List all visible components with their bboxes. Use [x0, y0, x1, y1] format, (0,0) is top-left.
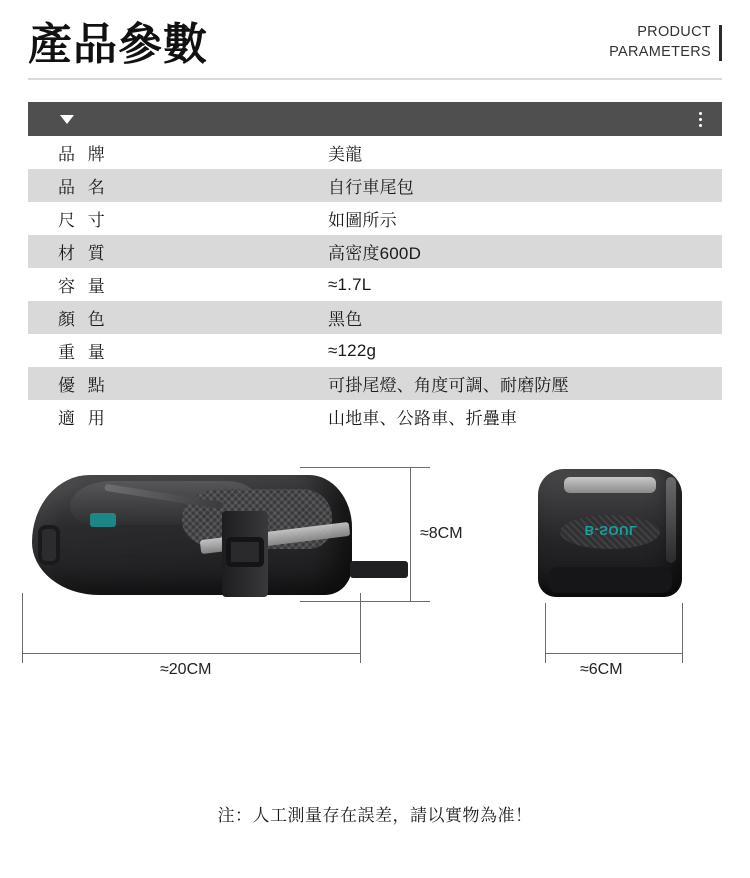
spec-key: 材 質 [58, 244, 109, 264]
measure-arrow-width [545, 653, 683, 654]
buckle-icon [226, 537, 264, 567]
table-row [28, 235, 722, 268]
page-header [0, 0, 750, 78]
table-row [28, 334, 722, 367]
strap-tail [350, 561, 408, 578]
caret-down-icon [60, 115, 74, 124]
table-row [28, 400, 722, 433]
header-divider-bar [719, 25, 722, 61]
spec-value: ≈1.7L [328, 274, 372, 294]
measure-label-length: ≈20CM [160, 661, 212, 679]
reflective-strip-top [564, 477, 656, 493]
bag-bottom-panel [548, 567, 672, 593]
spec-key: 容 量 [58, 277, 109, 297]
spec-value: 自行車尾包 [328, 178, 414, 198]
table-row [28, 136, 722, 169]
spec-key: 品 牌 [58, 145, 109, 165]
brand-logo-text: B-SOUL [584, 523, 638, 539]
spec-table [28, 102, 722, 433]
bag-side-illustration [32, 475, 352, 595]
spec-table-header [28, 102, 722, 136]
spec-key: 顏 色 [58, 310, 109, 330]
page-title: 產品參數 [28, 20, 208, 69]
spec-value: 高密度600D [328, 244, 422, 264]
brand-badge [90, 513, 116, 527]
spec-value: 美龍 [328, 145, 363, 165]
zipper-icon [666, 477, 676, 563]
product-photo-back-view [530, 455, 690, 620]
table-row [28, 202, 722, 235]
table-row [28, 367, 722, 400]
spec-value: 山地車、公路車、折疊車 [328, 409, 518, 429]
spec-value: 黑色 [328, 310, 363, 330]
spec-key: 優 點 [58, 376, 109, 396]
product-photos [0, 453, 750, 683]
spec-value: 可掛尾燈、角度可調、耐磨防壓 [328, 376, 569, 396]
measure-label-height: ≈8CM [420, 525, 463, 543]
header-english-line2: PARAMETERS [609, 43, 711, 60]
header-rule [28, 78, 722, 80]
rail-clip [38, 525, 60, 565]
measure-arrow-length [22, 653, 361, 654]
table-row [28, 169, 722, 202]
table-row [28, 268, 722, 301]
spec-value: ≈122g [328, 340, 377, 360]
more-vertical-icon [699, 112, 702, 127]
spec-key: 適 用 [58, 409, 109, 429]
spec-key: 尺 寸 [58, 211, 109, 231]
header-english-label [609, 23, 722, 68]
measurement-note: 注：人工測量存在誤差，請以實物為准！ [217, 806, 533, 825]
bag-back-illustration [538, 469, 682, 597]
spec-key: 品 名 [58, 178, 109, 198]
header-english-text [609, 23, 711, 62]
product-photo-side-view [22, 463, 372, 613]
measure-guide-width-left [545, 603, 546, 663]
header-english-line1: PRODUCT [637, 24, 711, 41]
measure-arrow-height [410, 467, 411, 602]
spec-value: 如圖所示 [328, 211, 397, 231]
measure-label-width: ≈6CM [580, 661, 623, 679]
measure-guide-width-right [682, 603, 683, 663]
table-row [28, 301, 722, 334]
spec-key: 重 量 [58, 343, 109, 363]
